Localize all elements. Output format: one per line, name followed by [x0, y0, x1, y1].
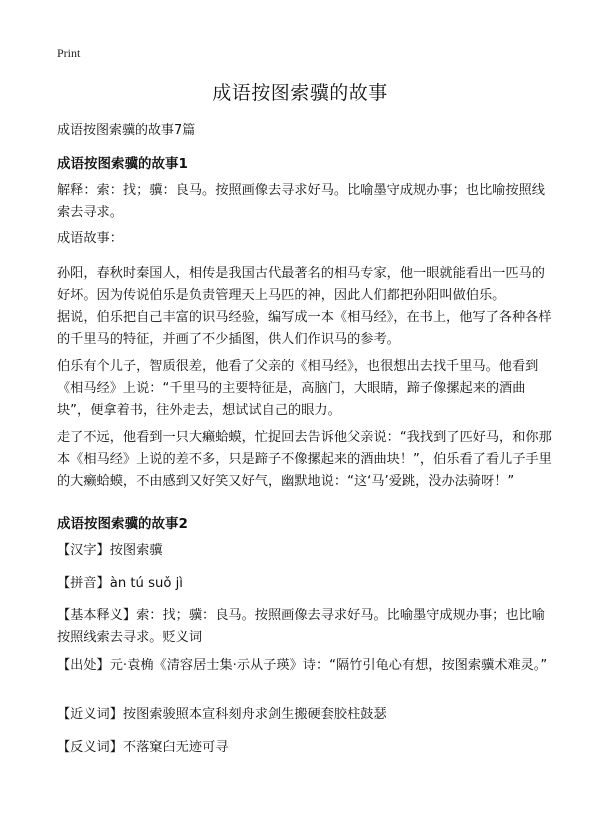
page-title: 成语按图索骥的故事	[212, 82, 388, 104]
story2-antonyms: 【反义词】不落窠臼无迹可寻	[57, 740, 229, 755]
section-heading-story2: 成语按图索骥的故事2	[57, 516, 188, 532]
print-link[interactable]: Print	[57, 46, 81, 60]
story2-hanzi: 【汉字】按图索骥	[57, 543, 163, 558]
story2-source: 【出处】元·袁桷《清容居士集·示从子瑛》诗：“隔竹引龟心有想，按图索骥术难灵。”	[57, 658, 548, 673]
story1-paragraph-2: 据说，伯乐把自己丰富的识马经验，编写成一本《相马经》，在书上，他写了各种各样的千里马的特征，并画了不少插图，供人们作识马的参考。	[57, 310, 552, 347]
page-subtitle: 成语按图索骥的故事7篇	[57, 123, 196, 138]
story1-explanation: 解释：索：找；骥：良马。按照画像去寻求好马。比喻墨守成规办事；也比喻按照线索去寻求。	[57, 183, 545, 220]
story2-basic-meaning: 【基本释义】索：找；骥：良马。按照画像去寻求好马。比喻墨守成规办事；也比喻按照线索去寻求。贬义词	[57, 608, 545, 645]
story2-synonyms: 【近义词】按图索骏照本宣科刻舟求剑生搬硬套胶柱鼓瑟	[57, 707, 387, 722]
story2-pinyin: 【拼音】àn tú suǒ jì	[57, 576, 183, 591]
story1-paragraph-3: 伯乐有个儿子，智质很差，他看了父亲的《相马经》，也很想出去找千里马。他看到《相马经》上说：“千里马的主要特征是，高脑门，大眼睛，蹄子像摞起来的酒曲块”，便拿着书，往外走去，想试试自己的眼力。	[57, 359, 539, 418]
story1-paragraph-4: 走了不远，他看到一只大癞蛤蟆，忙捉回去告诉他父亲说：“我找到了匹好马，和你那本《相马经》上说的差不多，只是蹄子不像摞起来的酒曲块！”，伯乐看了看儿子手里的大癞蛤蟆，不由感到又好笑又好气，幽默地说：“这‘马’爱跳，没办法骑呀！”	[57, 430, 552, 489]
story1-story-label: 成语故事：	[57, 231, 123, 246]
story1-paragraph-1: 孙阳，春秋时秦国人，相传是我国古代最著名的相马专家，他一眼就能看出一匹马的好坏。因为传说伯乐是负责管理天上马匹的神，因此人们都把孙阳叫做伯乐。	[57, 266, 545, 303]
section-heading-story1: 成语按图索骥的故事1	[57, 156, 188, 172]
